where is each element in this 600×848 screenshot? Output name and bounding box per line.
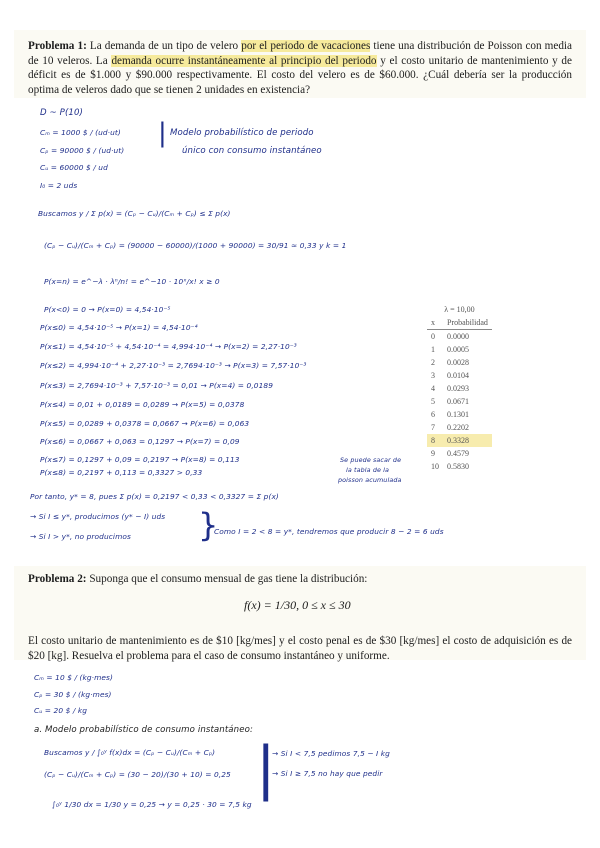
table-note-line3: poisson acumulada xyxy=(338,476,402,484)
cumulative-line: P(x≤8) = 0,2197 + 0,113 = 0,3327 > 0,33 xyxy=(40,468,203,477)
problem-2-intro xyxy=(28,572,572,587)
p2-cost-penalty: Cₚ = 30 $ / (kg·mes) xyxy=(34,690,112,699)
table-row-highlighted xyxy=(427,434,492,447)
table-cell: 2 xyxy=(431,358,435,367)
table-cell: 0.5830 xyxy=(447,462,469,471)
rule-no-produce: → Si I > y*, no producimos xyxy=(30,532,131,541)
conclusion-ystar: Por tanto, y* = 8, pues Σ p(x) = 0,2197 < 0,33 < 0,3327 = Σ p(x) xyxy=(30,492,279,501)
table-row xyxy=(427,395,492,408)
table-note-line2: la tabla de la xyxy=(346,466,390,474)
table-lambda: λ = 10,00 xyxy=(444,305,475,314)
table-cell: 0.1301 xyxy=(447,410,469,419)
table-cell: 6 xyxy=(431,410,435,419)
p2-rule-no-order: → Si I ≥ 7,5 no hay que pedir xyxy=(272,769,383,778)
cost-maintenance: Cₘ = 1000 $ / (ud·ut) xyxy=(40,128,121,137)
table-cell: 8 xyxy=(427,434,443,447)
table-cell: 0.0104 xyxy=(447,371,469,380)
table-header-x: x xyxy=(427,316,443,330)
table-row xyxy=(427,330,492,344)
model-label-line1: Modelo probabilístico de periodo xyxy=(170,128,314,138)
table-cell: 1 xyxy=(431,345,435,354)
table-row xyxy=(427,369,492,382)
cumulative-line: P(x≤1) = 4,54·10⁻⁵ + 4,54·10⁻⁴ = 4,994·10⁻⁴ → P(x=2) = 2,27·10⁻³ xyxy=(40,342,297,351)
table-cell: 9 xyxy=(431,449,435,458)
highlight-periodo: por el periodo de vacaciones xyxy=(241,40,371,52)
cumulative-line: P(x<0) = 0 → P(x=0) = 4,54·10⁻⁵ xyxy=(44,305,171,314)
cost-penalty: Cₚ = 90000 $ / (ud·ut) xyxy=(40,146,125,155)
table-cell: 7 xyxy=(431,423,435,432)
table-cell: 0 xyxy=(431,332,435,341)
cumulative-line: P(x≤6) = 0,0667 + 0,063 = 0,1297 → P(x=7) = 0,09 xyxy=(40,437,240,446)
table-row xyxy=(427,421,492,434)
table-row xyxy=(427,382,492,395)
problem-1-title: Problema 1: xyxy=(28,40,87,52)
problem-2-intro-text: Suponga que el consumo mensual de gas tiene la distribución: xyxy=(89,573,368,585)
p2-integral: ∫₀ʸ 1/30 dx = 1/30 y = 0,25 → y = 0,25 · 30 = 7,5 kg xyxy=(52,800,252,809)
problem-2-title: Problema 2: xyxy=(28,573,87,585)
demand-distribution: D ~ P(10) xyxy=(40,108,84,118)
density-formula: f(x) = 1/30, 0 ≤ x ≤ 30 xyxy=(244,598,351,612)
critical-ratio: (Cₚ − Cᵤ)/(Cₘ + Cₚ) = (90000 − 60000)/(1000 + 90000) = 30/91 ≈ 0,33 y k = 1 xyxy=(44,241,347,250)
model-label-line2: único con consumo instantáneo xyxy=(182,146,322,156)
poisson-table xyxy=(427,303,492,473)
table-cell: 3 xyxy=(431,371,435,380)
p2-critical-ratio: (Cₚ − Cᵤ)/(Cₘ + Cₚ) = (30 − 20)/(30 + 10) = 0,25 xyxy=(44,770,231,779)
curly-brace-icon: } xyxy=(198,506,219,544)
p2-bracket-icon: | xyxy=(256,734,276,802)
p2-cost-unit: Cᵤ = 20 $ / kg xyxy=(34,706,88,715)
table-cell: 10 xyxy=(431,462,439,471)
table-cell: 0.0671 xyxy=(447,397,469,406)
table-note-line1: Se puede sacar de xyxy=(340,456,402,464)
cumulative-line: P(x≤0) = 4,54·10⁻⁵ → P(x=1) = 4,54·10⁻⁴ xyxy=(40,323,198,332)
cumulative-line: P(x≤4) = 0,01 + 0,0189 = 0,0289 → P(x=5) = 0,0378 xyxy=(40,400,245,409)
table-cell: 5 xyxy=(431,397,435,406)
problem-1-seg3: tiene una distribución de Poisson con media de 10 veleros. La xyxy=(28,40,572,67)
bracket-icon: | xyxy=(158,118,167,148)
search-condition: Buscamos y / Σ p(x) = (Cₚ − Cᵤ)/(Cₘ + Cₚ) ≤ Σ p(x) xyxy=(38,209,231,218)
table-header-prob: Probabilidad xyxy=(443,316,492,330)
p2-search-condition: Buscamos y / ∫₀ʸ f(x)dx = (Cₚ − Cᵤ)/(Cₘ + Cₚ) xyxy=(44,748,216,757)
rule-produce: → Si I ≤ y*, producimos (y* − I) uds xyxy=(30,512,166,521)
table-row xyxy=(427,343,492,356)
table-cell: 0.3328 xyxy=(443,434,492,447)
problem-1-seg5: y el costo unitario de mantenimiento y de déficit es de $1.000 y $90.000 respectivamente. El costo del velero es de $60.000. ¿Cuál debería ser la producción optima de veleros dado que se tienen 2 unidades en existencia? xyxy=(28,54,572,96)
table-row xyxy=(427,460,492,473)
table-cell: 0.0005 xyxy=(447,345,469,354)
cumulative-line: P(x≤2) = 4,994·10⁻⁴ + 2,27·10⁻³ = 2,7694·10⁻³ → P(x=3) = 7,57·10⁻³ xyxy=(40,361,307,370)
cost-unit: Cᵤ = 60000 $ / ud xyxy=(40,163,108,172)
table-cell: 0.0028 xyxy=(447,358,469,367)
table-cell: 4 xyxy=(431,384,435,393)
highlight-demanda: demanda ocurre instantáneamente al principio del periodo xyxy=(111,54,377,67)
problem-1-statement xyxy=(28,39,572,97)
final-production: Como I = 2 < 8 = y*, tendremos que producir 8 − 2 = 6 uds xyxy=(214,527,444,536)
p2-model-heading: a. Modelo probabilístico de consumo instantáneo: xyxy=(34,725,253,735)
table-cell: 0.0293 xyxy=(447,384,469,393)
p2-cost-maintenance: Cₘ = 10 $ / (kg·mes) xyxy=(34,673,113,682)
p2-rule-order: → Si I < 7,5 pedimos 7,5 − I kg xyxy=(272,749,390,758)
problem-1-seg1: La demanda de un tipo de velero xyxy=(89,40,242,52)
poisson-formula: P(x=n) = e^−λ · λⁿ/n! = e^−10 · 10ˣ/x! x ≥ 0 xyxy=(44,277,220,286)
table-cell: 0.0000 xyxy=(447,332,469,341)
initial-inventory: I₀ = 2 uds xyxy=(40,181,78,190)
table-cell: 0.2202 xyxy=(447,423,469,432)
cumulative-line: P(x≤3) = 2,7694·10⁻³ + 7,57·10⁻³ = 0,01 → P(x=4) = 0,0189 xyxy=(40,381,274,390)
table-row xyxy=(427,408,492,421)
problem-2-body: El costo unitario de mantenimiento es de $10 [kg/mes] y el costo penal es de $30 [kg/mes] el costo de adquisición es de $20 [kg]. Resuelva el problema para el caso de consumo instantáneo y uniforme. xyxy=(28,635,572,662)
cumulative-line: P(x≤7) = 0,1297 + 0,09 = 0,2197 → P(x=8) = 0,113 xyxy=(40,455,240,464)
cumulative-line: P(x≤5) = 0,0289 + 0,0378 = 0,0667 → P(x=6) = 0,063 xyxy=(40,419,250,428)
table-row xyxy=(427,356,492,369)
table-cell: 0.4579 xyxy=(447,449,469,458)
table-row xyxy=(427,447,492,460)
